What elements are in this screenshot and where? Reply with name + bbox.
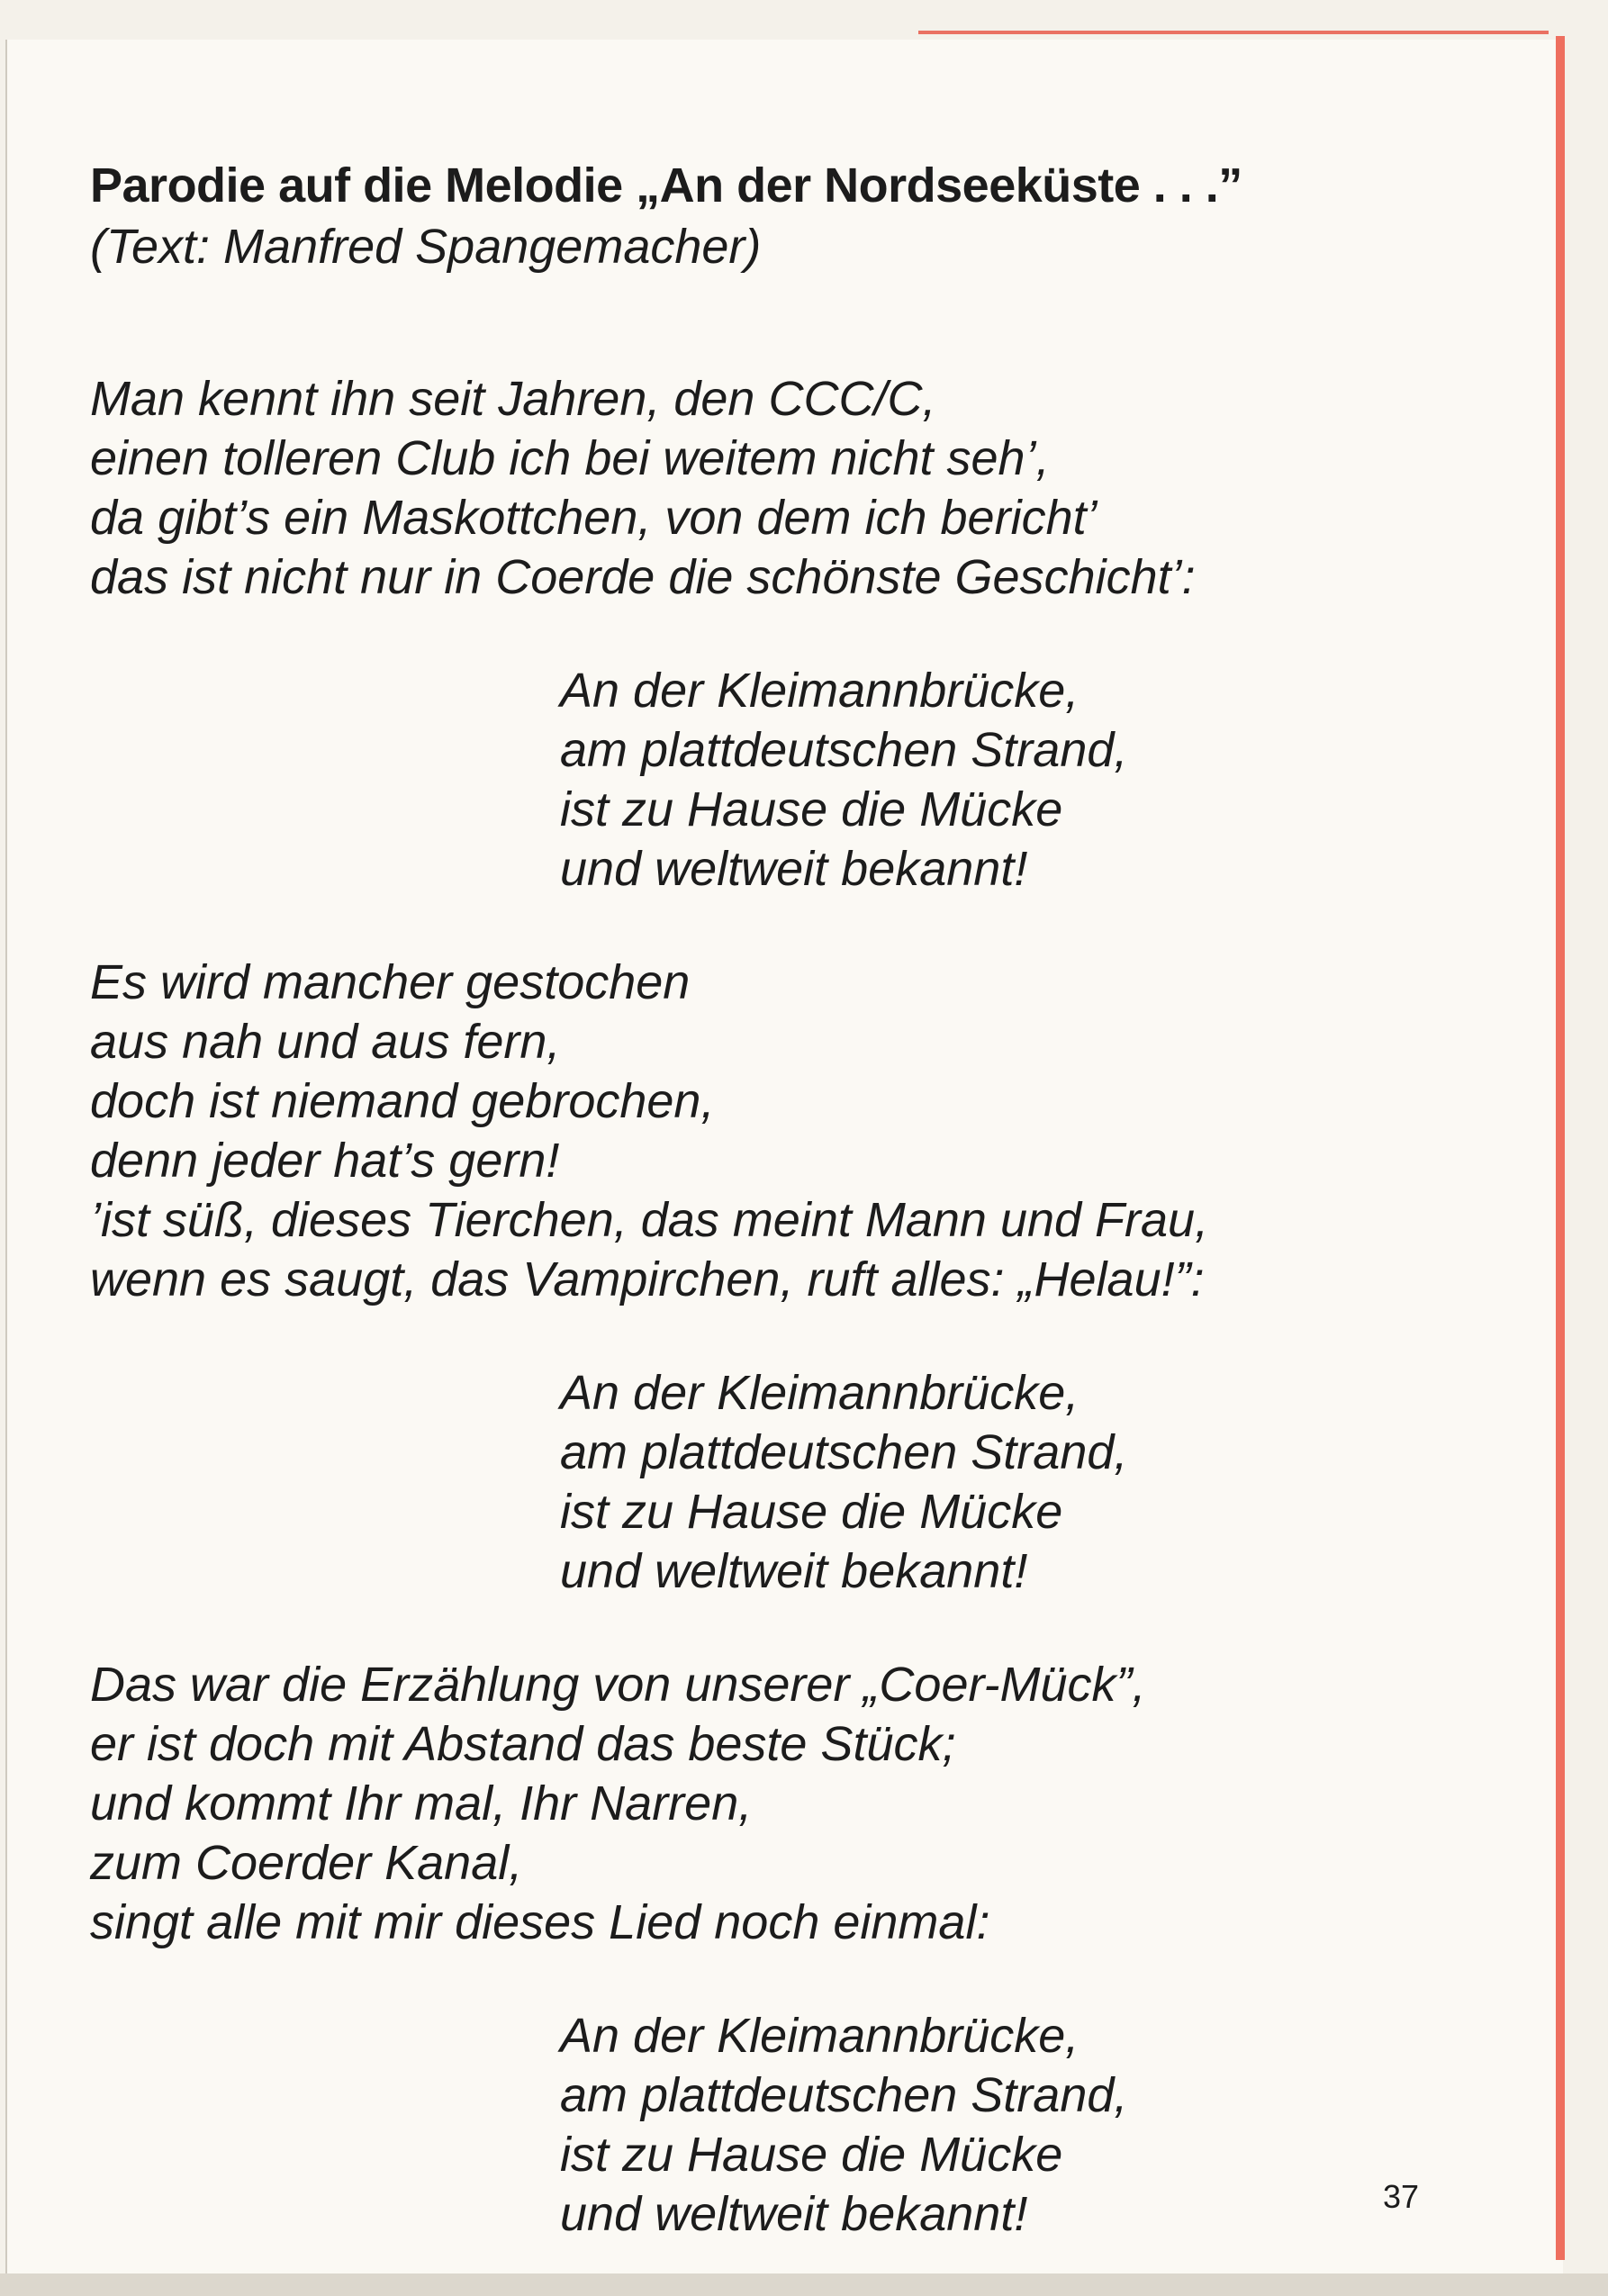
red-top-edge bbox=[918, 31, 1549, 34]
song-title: Parodie auf die Melodie „An der Nordseeküste . . .” bbox=[90, 158, 1242, 212]
chorus-1 bbox=[90, 661, 1495, 899]
verse-line: zum Coerder Kanal, bbox=[90, 1836, 523, 1890]
verse-line: aus nah und aus fern, bbox=[90, 1015, 561, 1069]
chorus-line: und weltweit bekannt! bbox=[560, 1544, 1028, 1598]
verse-3 bbox=[90, 1655, 1495, 1952]
verse-line: ’ist süß, dieses Tierchen, das meint Mann und Frau, bbox=[90, 1193, 1209, 1247]
chorus-line: und weltweit bekannt! bbox=[560, 2187, 1028, 2241]
song-content bbox=[90, 155, 1495, 2244]
red-right-edge bbox=[1556, 36, 1565, 2260]
chorus-line: ist zu Hause die Mücke bbox=[560, 782, 1063, 836]
chorus-line: am plattdeutschen Strand, bbox=[560, 723, 1128, 777]
verse-line: singt alle mit mir dieses Lied noch einmal: bbox=[90, 1895, 990, 1949]
verse-line: Es wird mancher gestochen bbox=[90, 955, 691, 1009]
verse-line: da gibt’s ein Maskottchen, von dem ich bericht’ bbox=[90, 491, 1098, 545]
chorus-line: An der Kleimannbrücke, bbox=[560, 664, 1080, 718]
bottom-edge bbox=[0, 2273, 1608, 2296]
chorus-line: An der Kleimannbrücke, bbox=[560, 1366, 1080, 1420]
verse-1 bbox=[90, 369, 1495, 607]
verse-2 bbox=[90, 953, 1495, 1309]
verse-line: denn jeder hat’s gern! bbox=[90, 1134, 560, 1188]
chorus-line: ist zu Hause die Mücke bbox=[560, 2128, 1063, 2182]
verse-line: Das war die Erzählung von unserer „Coer-Mück”, bbox=[90, 1658, 1146, 1712]
chorus-line: An der Kleimannbrücke, bbox=[560, 2009, 1080, 2063]
chorus-3 bbox=[90, 2006, 1495, 2244]
song-author: (Text: Manfred Spangemacher) bbox=[90, 220, 762, 274]
verse-line: Man kennt ihn seit Jahren, den CCC/C, bbox=[90, 372, 936, 426]
verse-line: das ist nicht nur in Coerde die schönste Geschicht’: bbox=[90, 550, 1196, 604]
verse-line: er ist doch mit Abstand das beste Stück; bbox=[90, 1717, 956, 1771]
chorus-2 bbox=[90, 1363, 1495, 1601]
chorus-line: am plattdeutschen Strand, bbox=[560, 2068, 1128, 2122]
verse-line: und kommt Ihr mal, Ihr Narren, bbox=[90, 1776, 753, 1830]
chorus-line: am plattdeutschen Strand, bbox=[560, 1425, 1128, 1479]
chorus-line: ist zu Hause die Mücke bbox=[560, 1485, 1063, 1539]
verse-line: doch ist niemand gebrochen, bbox=[90, 1074, 715, 1128]
chorus-line: und weltweit bekannt! bbox=[560, 842, 1028, 896]
verse-line: einen tolleren Club ich bei weitem nicht seh’, bbox=[90, 431, 1050, 485]
page-number: 37 bbox=[1383, 2178, 1420, 2215]
verse-line: wenn es saugt, das Vampirchen, ruft alles: „Helau!”: bbox=[90, 1252, 1205, 1306]
